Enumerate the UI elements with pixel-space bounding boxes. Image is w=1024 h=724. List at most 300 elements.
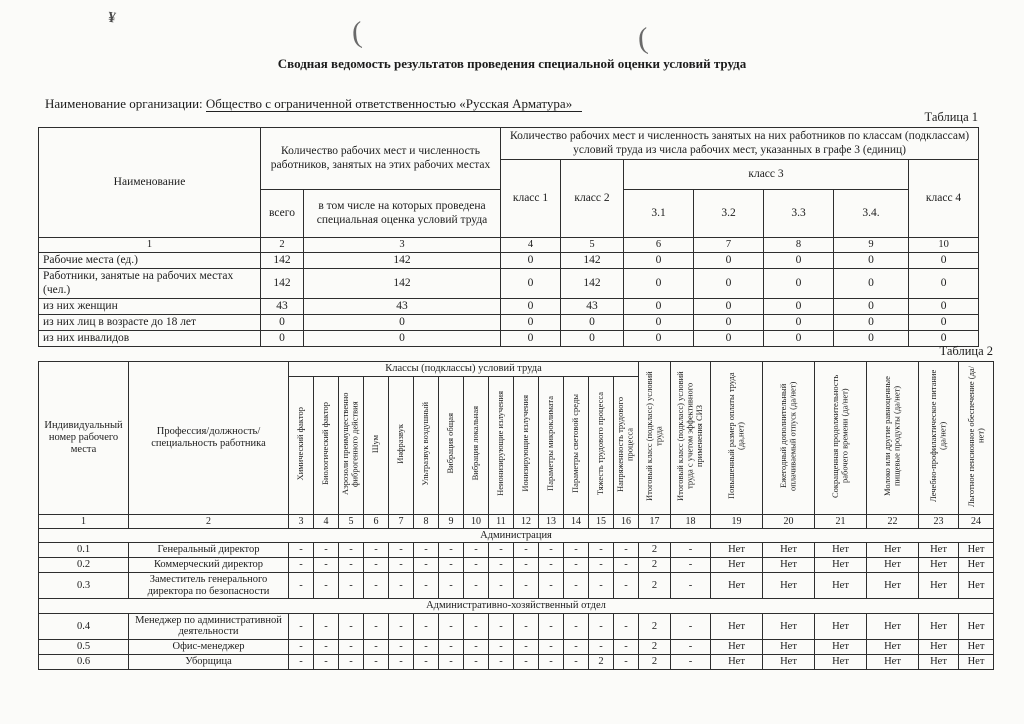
table-cell: - (589, 573, 614, 599)
table-cell: - (414, 654, 439, 669)
table2-header-classes-group: Классы (подклассы) условий труда (289, 362, 639, 377)
table-cell: 142 (304, 269, 501, 298)
table2-header-therapeutic-nutrition (919, 362, 959, 515)
table-cell: - (289, 639, 314, 654)
table-cell: - (539, 543, 564, 558)
table-cell: 0 (834, 253, 909, 269)
table2-header-labor-severity (589, 377, 614, 514)
table-row (39, 639, 994, 654)
table-cell: Нет (959, 654, 994, 669)
table-cell: 0 (624, 298, 694, 314)
table-cell: 0 (501, 269, 561, 298)
table-row (39, 613, 994, 639)
table-cell: - (389, 613, 414, 639)
table-cell: - (539, 558, 564, 573)
pen-mark-artifact: ¥ (106, 9, 117, 27)
vertical-label: Молоко или другие равноценные пищевые продукты (да/нет) (882, 376, 902, 496)
table-cell: 17 (639, 514, 671, 528)
table-cell: Нет (867, 558, 919, 573)
table-cell: 2 (639, 543, 671, 558)
table-cell: - (314, 613, 339, 639)
table-row (39, 573, 994, 599)
table-cell: - (614, 639, 639, 654)
table-cell: 0 (909, 314, 979, 330)
table-cell: - (439, 654, 464, 669)
table-row (39, 298, 979, 314)
table1-header-class2: класс 2 (561, 160, 624, 238)
vertical-label: Неионизирующие излучения (495, 391, 506, 497)
table2-header-nonionizing-radiation (489, 377, 514, 514)
table2-header-local-vibration (464, 377, 489, 514)
table-cell: 0 (624, 269, 694, 298)
table-cell: Нет (959, 613, 994, 639)
table-cell: 0 (694, 331, 764, 347)
table1-header-total: всего (261, 190, 304, 238)
table-cell: 142 (561, 269, 624, 298)
table-cell: - (614, 573, 639, 599)
table-cell: 14 (564, 514, 589, 528)
organization-name: Общество с ограниченной ответственностью «Русская Арматура» (206, 96, 582, 112)
table-cell: - (464, 613, 489, 639)
table-cell: - (314, 639, 339, 654)
table1-header-group-left: Количество рабочих мест и численность работников, занятых на этих рабочих местах (261, 128, 501, 190)
table-cell: 0 (501, 298, 561, 314)
table-cell: Нет (919, 654, 959, 669)
table-cell: 0 (909, 298, 979, 314)
table-cell: - (489, 573, 514, 599)
table-cell: 0 (624, 314, 694, 330)
table-cell: 0 (909, 269, 979, 298)
vertical-label: Химический фактор (295, 406, 306, 481)
table-row (39, 314, 979, 330)
table-cell: 15 (589, 514, 614, 528)
table-cell: 2 (639, 639, 671, 654)
table-cell: - (364, 558, 389, 573)
vertical-label: Тяжесть трудового процесса (595, 392, 606, 496)
table-cell: - (671, 654, 711, 669)
table-cell: 0 (501, 253, 561, 269)
table-cell: 142 (261, 253, 304, 269)
table-cell: 20 (763, 514, 815, 528)
table-cell: 0 (764, 253, 834, 269)
table-cell: 0 (694, 314, 764, 330)
table-cell: 0 (624, 253, 694, 269)
table-cell: - (439, 613, 464, 639)
table1-header-group-right: Количество рабочих мест и численность занятых на них работников по классам (подклассам) условий труда из числа рабочих мест, указанных в графе 3 (единиц) (501, 128, 979, 160)
workplace-number: 0.1 (39, 543, 129, 558)
vertical-label: Шум (370, 434, 381, 453)
table-cell: - (339, 654, 364, 669)
table-cell: - (614, 613, 639, 639)
table1-header-class3: класс 3 (624, 160, 909, 190)
table-cell: 0 (694, 269, 764, 298)
table-cell: Нет (815, 558, 867, 573)
table-cell: - (539, 654, 564, 669)
table-cell: 2 (639, 654, 671, 669)
vertical-label: Параметры микроклимата (545, 396, 556, 492)
workplace-number: 0.6 (39, 654, 129, 669)
table2-header-milk-products (867, 362, 919, 515)
table-cell: Нет (919, 639, 959, 654)
table-cell: - (389, 558, 414, 573)
table2-header-chemical-factor (289, 377, 314, 514)
table-cell: - (314, 654, 339, 669)
table-cell: 43 (261, 298, 304, 314)
table-cell: 10 (464, 514, 489, 528)
table-cell: Нет (919, 543, 959, 558)
table-cell: Нет (815, 654, 867, 669)
vertical-label: Ионизирующие излучения (520, 395, 531, 492)
table-cell: - (289, 573, 314, 599)
table-cell: 142 (261, 269, 304, 298)
table-cell: - (514, 639, 539, 654)
table-cell: - (614, 654, 639, 669)
workplace-number: 0.3 (39, 573, 129, 599)
vertical-label: Ежегодный дополнительный оплачиваемый отпуск (да/нет) (778, 381, 798, 491)
profession-name: Уборщица (129, 654, 289, 669)
table-cell: 2 (639, 613, 671, 639)
table-cell: - (439, 543, 464, 558)
table-cell: Нет (919, 558, 959, 573)
section-header-administration (39, 528, 994, 543)
vertical-label: Льготное пенсионное обеспечение (да/нет) (965, 365, 986, 507)
table-cell: Нет (959, 543, 994, 558)
table-cell: 0 (909, 331, 979, 347)
table-cell: - (614, 558, 639, 573)
table-cell: Нет (763, 613, 815, 639)
table-cell: 2 (639, 573, 671, 599)
table-cell: 0 (834, 331, 909, 347)
vertical-label: Ультразвук воздушный (420, 401, 431, 486)
table-cell: - (671, 639, 711, 654)
table-cell: - (589, 543, 614, 558)
table2-header-microclimate (539, 377, 564, 514)
table-cell: - (514, 613, 539, 639)
table-cell: - (389, 654, 414, 669)
table-cell: - (364, 654, 389, 669)
table1-header-class1: класс 1 (501, 160, 561, 238)
table-cell: Нет (959, 573, 994, 599)
vertical-label: Параметры световой среды (570, 394, 581, 494)
scan-paren-artifact-left: ( (350, 15, 364, 50)
table-cell: - (514, 543, 539, 558)
table-cell: 43 (561, 298, 624, 314)
table-cell: 12 (514, 514, 539, 528)
table-cell: - (671, 573, 711, 599)
table2-header-biological-factor (314, 377, 339, 514)
workplace-number: 0.5 (39, 639, 129, 654)
table-cell: - (389, 543, 414, 558)
table-cell: 24 (959, 514, 994, 528)
table-cell: 142 (561, 253, 624, 269)
table-cell: - (564, 573, 589, 599)
table-cell: - (464, 543, 489, 558)
table-cell: 0 (304, 314, 501, 330)
table2-column-numbers-row (39, 514, 994, 528)
table-cell: 142 (304, 253, 501, 269)
section-title: Администрация (39, 528, 994, 543)
table2-header-infrasound (389, 377, 414, 514)
workplace-number: 0.2 (39, 558, 129, 573)
table-cell: 0 (764, 269, 834, 298)
table1-header-sub31: 3.1 (624, 190, 694, 238)
table-cell: 0 (561, 331, 624, 347)
table-cell: 43 (304, 298, 501, 314)
table-cell: 0 (764, 314, 834, 330)
table-cell: - (414, 543, 439, 558)
table2-header-ultrasound (414, 377, 439, 514)
table-cell: 3 (289, 514, 314, 528)
table-cell: Нет (815, 573, 867, 599)
table-cell: Нет (867, 543, 919, 558)
vertical-label: Вибрация локальная (470, 406, 481, 481)
table-cell: - (364, 639, 389, 654)
table-cell: Нет (959, 558, 994, 573)
table-cell: 1 (39, 514, 129, 528)
table-cell: - (489, 613, 514, 639)
table-cell: Нет (711, 573, 763, 599)
table2-header-profession: Профессия/должность/специальность работника (129, 362, 289, 515)
table-cell: Нет (711, 558, 763, 573)
table-cell: - (289, 558, 314, 573)
table-cell: Нет (815, 639, 867, 654)
table2-header-ionizing-radiation (514, 377, 539, 514)
table-cell: - (439, 639, 464, 654)
table-cell: Нет (815, 613, 867, 639)
vertical-label: Вибрация общая (445, 413, 456, 474)
table-cell: - (414, 639, 439, 654)
table-cell: 2 (129, 514, 289, 528)
document-title: Сводная ведомость результатов проведения специальной оценки условий труда (277, 56, 747, 71)
table-cell: 0 (501, 331, 561, 347)
vertical-label: Повышенный размер оплаты труда (да,нет) (726, 372, 746, 500)
table2-header-preferential-pension (959, 362, 994, 515)
table-cell: Нет (867, 654, 919, 669)
table-cell: - (314, 573, 339, 599)
profession-name: Генеральный директор (129, 543, 289, 558)
scan-paren-artifact-right: ( (636, 21, 650, 56)
table2-header-additional-leave (763, 362, 815, 515)
table-cell: Нет (711, 639, 763, 654)
table-cell: - (414, 613, 439, 639)
table1-row-label: Работники, занятые на рабочих местах (чел.) (39, 269, 261, 298)
table1-row-label: из них лиц в возрасте до 18 лет (39, 314, 261, 330)
table-cell: - (514, 558, 539, 573)
table2-header-noise (364, 377, 389, 514)
table-cell: Нет (763, 639, 815, 654)
table-cell: - (364, 613, 389, 639)
table-cell: - (439, 573, 464, 599)
vertical-label: Сокращенная продолжительность рабочего времени (да/нет) (830, 374, 850, 498)
table-cell: 0 (764, 331, 834, 347)
table-cell: Нет (763, 543, 815, 558)
table-cell: - (364, 543, 389, 558)
table-cell: Нет (867, 639, 919, 654)
table-cell: 0 (624, 331, 694, 347)
table2-header-labor-intensity (614, 377, 639, 514)
table-cell: Нет (815, 543, 867, 558)
table-cell: Нет (919, 613, 959, 639)
table-cell: - (671, 543, 711, 558)
table1-row-label: из них инвалидов (39, 331, 261, 347)
table-cell: 0 (261, 314, 304, 330)
table-cell: 2 (639, 558, 671, 573)
table-cell: - (339, 613, 364, 639)
table-cell: - (289, 543, 314, 558)
table-cell: 0 (764, 298, 834, 314)
vertical-label: Итоговый класс (подкласс) условий труда (644, 371, 664, 501)
table-cell: 7 (694, 238, 764, 253)
table2-header-final-class (639, 362, 671, 515)
table-cell: - (671, 558, 711, 573)
table2-header-final-class-siz (671, 362, 711, 515)
table-cell: 0 (834, 314, 909, 330)
table-cell: - (464, 558, 489, 573)
table-cell: 6 (624, 238, 694, 253)
table2-header-general-vibration (439, 377, 464, 514)
table-cell: 8 (414, 514, 439, 528)
table-cell: 9 (439, 514, 464, 528)
table-cell: - (589, 558, 614, 573)
table-cell: 0 (694, 253, 764, 269)
table-cell: 0 (304, 331, 501, 347)
table-cell: 18 (671, 514, 711, 528)
table-cell: - (464, 573, 489, 599)
table-cell: - (339, 573, 364, 599)
table-cell: 0 (561, 314, 624, 330)
table-cell: 1 (39, 238, 261, 253)
table2-header-light-environment (564, 377, 589, 514)
table-cell: - (564, 613, 589, 639)
vertical-label: Биологический фактор (320, 402, 331, 486)
table1-summary-counts (38, 127, 979, 347)
section-header-admin-economic-dept (39, 599, 994, 614)
table1-header-name: Наименование (39, 128, 261, 238)
table-cell: 3 (304, 238, 501, 253)
vertical-label: Аэрозоли преимущественно фиброгенного действия (340, 392, 360, 495)
table-cell: - (389, 573, 414, 599)
table-cell: - (289, 613, 314, 639)
table-cell: Нет (763, 654, 815, 669)
table-cell: - (539, 573, 564, 599)
profession-name: Менеджер по административной деятельности (129, 613, 289, 639)
table-cell: - (564, 558, 589, 573)
vertical-label: Итоговый класс (подкласс) условий труда с учетом эффективного применения СИЗ (675, 371, 705, 501)
table-cell: 0 (261, 331, 304, 347)
vertical-label: Инфразвук (395, 423, 406, 464)
table-cell: 2 (261, 238, 304, 253)
table-cell: Нет (763, 558, 815, 573)
table-cell: 10 (909, 238, 979, 253)
table-cell: - (489, 654, 514, 669)
table-cell: 0 (909, 253, 979, 269)
table-cell: 4 (314, 514, 339, 528)
table-cell: - (564, 543, 589, 558)
table-cell: 0 (834, 269, 909, 298)
table-row (39, 269, 979, 298)
table-cell: 19 (711, 514, 763, 528)
table-cell: 5 (561, 238, 624, 253)
table-cell: 2 (589, 654, 614, 669)
table-cell: Нет (867, 613, 919, 639)
table-cell: 6 (364, 514, 389, 528)
table-cell: 9 (834, 238, 909, 253)
table-cell: 5 (339, 514, 364, 528)
table-cell: Нет (711, 613, 763, 639)
table1-header-sub34: 3.4. (834, 190, 909, 238)
table-cell: - (564, 654, 589, 669)
table-cell: Нет (763, 573, 815, 599)
table-cell: - (589, 639, 614, 654)
table-cell: 0 (501, 314, 561, 330)
table-cell: - (414, 573, 439, 599)
vertical-label: Лечебно-профилактическое питание (да/нет) (928, 369, 948, 503)
table-cell: Нет (919, 573, 959, 599)
table-cell: 8 (764, 238, 834, 253)
table-cell: Нет (711, 654, 763, 669)
table-cell: - (464, 639, 489, 654)
table2-header-aerosols (339, 377, 364, 514)
table-cell: - (439, 558, 464, 573)
table1-header-sub33: 3.3 (764, 190, 834, 238)
table-cell: 0 (834, 298, 909, 314)
table-row (39, 543, 994, 558)
table-cell: - (314, 558, 339, 573)
table-row (39, 654, 994, 669)
table-cell: - (339, 543, 364, 558)
table-cell: - (289, 654, 314, 669)
table-cell: - (364, 573, 389, 599)
section-title: Административно-хозяйственный отдел (39, 599, 994, 614)
table-row (39, 253, 979, 269)
table-cell: - (671, 613, 711, 639)
table1-header-including: в том числе на которых проведена специальная оценка условий труда (304, 190, 501, 238)
table2-header-increased-pay (711, 362, 763, 515)
table-cell: - (589, 613, 614, 639)
table-cell: 11 (489, 514, 514, 528)
workplace-number: 0.4 (39, 613, 129, 639)
table-cell: - (489, 639, 514, 654)
table-cell: 21 (815, 514, 867, 528)
table1-header-sub32: 3.2 (694, 190, 764, 238)
table-cell: - (514, 573, 539, 599)
table2-header-workplace-number: Индивидуальный номер рабочего места (39, 362, 129, 515)
table-cell: - (539, 639, 564, 654)
table-cell: - (514, 654, 539, 669)
table-cell: 4 (501, 238, 561, 253)
table-cell: - (414, 558, 439, 573)
table-cell: - (489, 543, 514, 558)
table-cell: - (539, 613, 564, 639)
profession-name: Коммерческий директор (129, 558, 289, 573)
table2-workplaces-assessment (38, 361, 994, 670)
profession-name: Заместитель генерального директора по безопасности (129, 573, 289, 599)
table-row (39, 558, 994, 573)
table1-column-numbers-row (39, 238, 979, 253)
table-cell: - (464, 654, 489, 669)
table-cell: 23 (919, 514, 959, 528)
table-cell: 0 (694, 298, 764, 314)
table-cell: - (389, 639, 414, 654)
table1-header-class4: класс 4 (909, 160, 979, 238)
table2-caption: Таблица 2 (939, 344, 993, 358)
profession-name: Офис-менеджер (129, 639, 289, 654)
table-cell: 22 (867, 514, 919, 528)
table-cell: Нет (711, 543, 763, 558)
table-cell: - (314, 543, 339, 558)
organization-label: Наименование организации: (45, 96, 203, 111)
table-cell: Нет (867, 573, 919, 599)
